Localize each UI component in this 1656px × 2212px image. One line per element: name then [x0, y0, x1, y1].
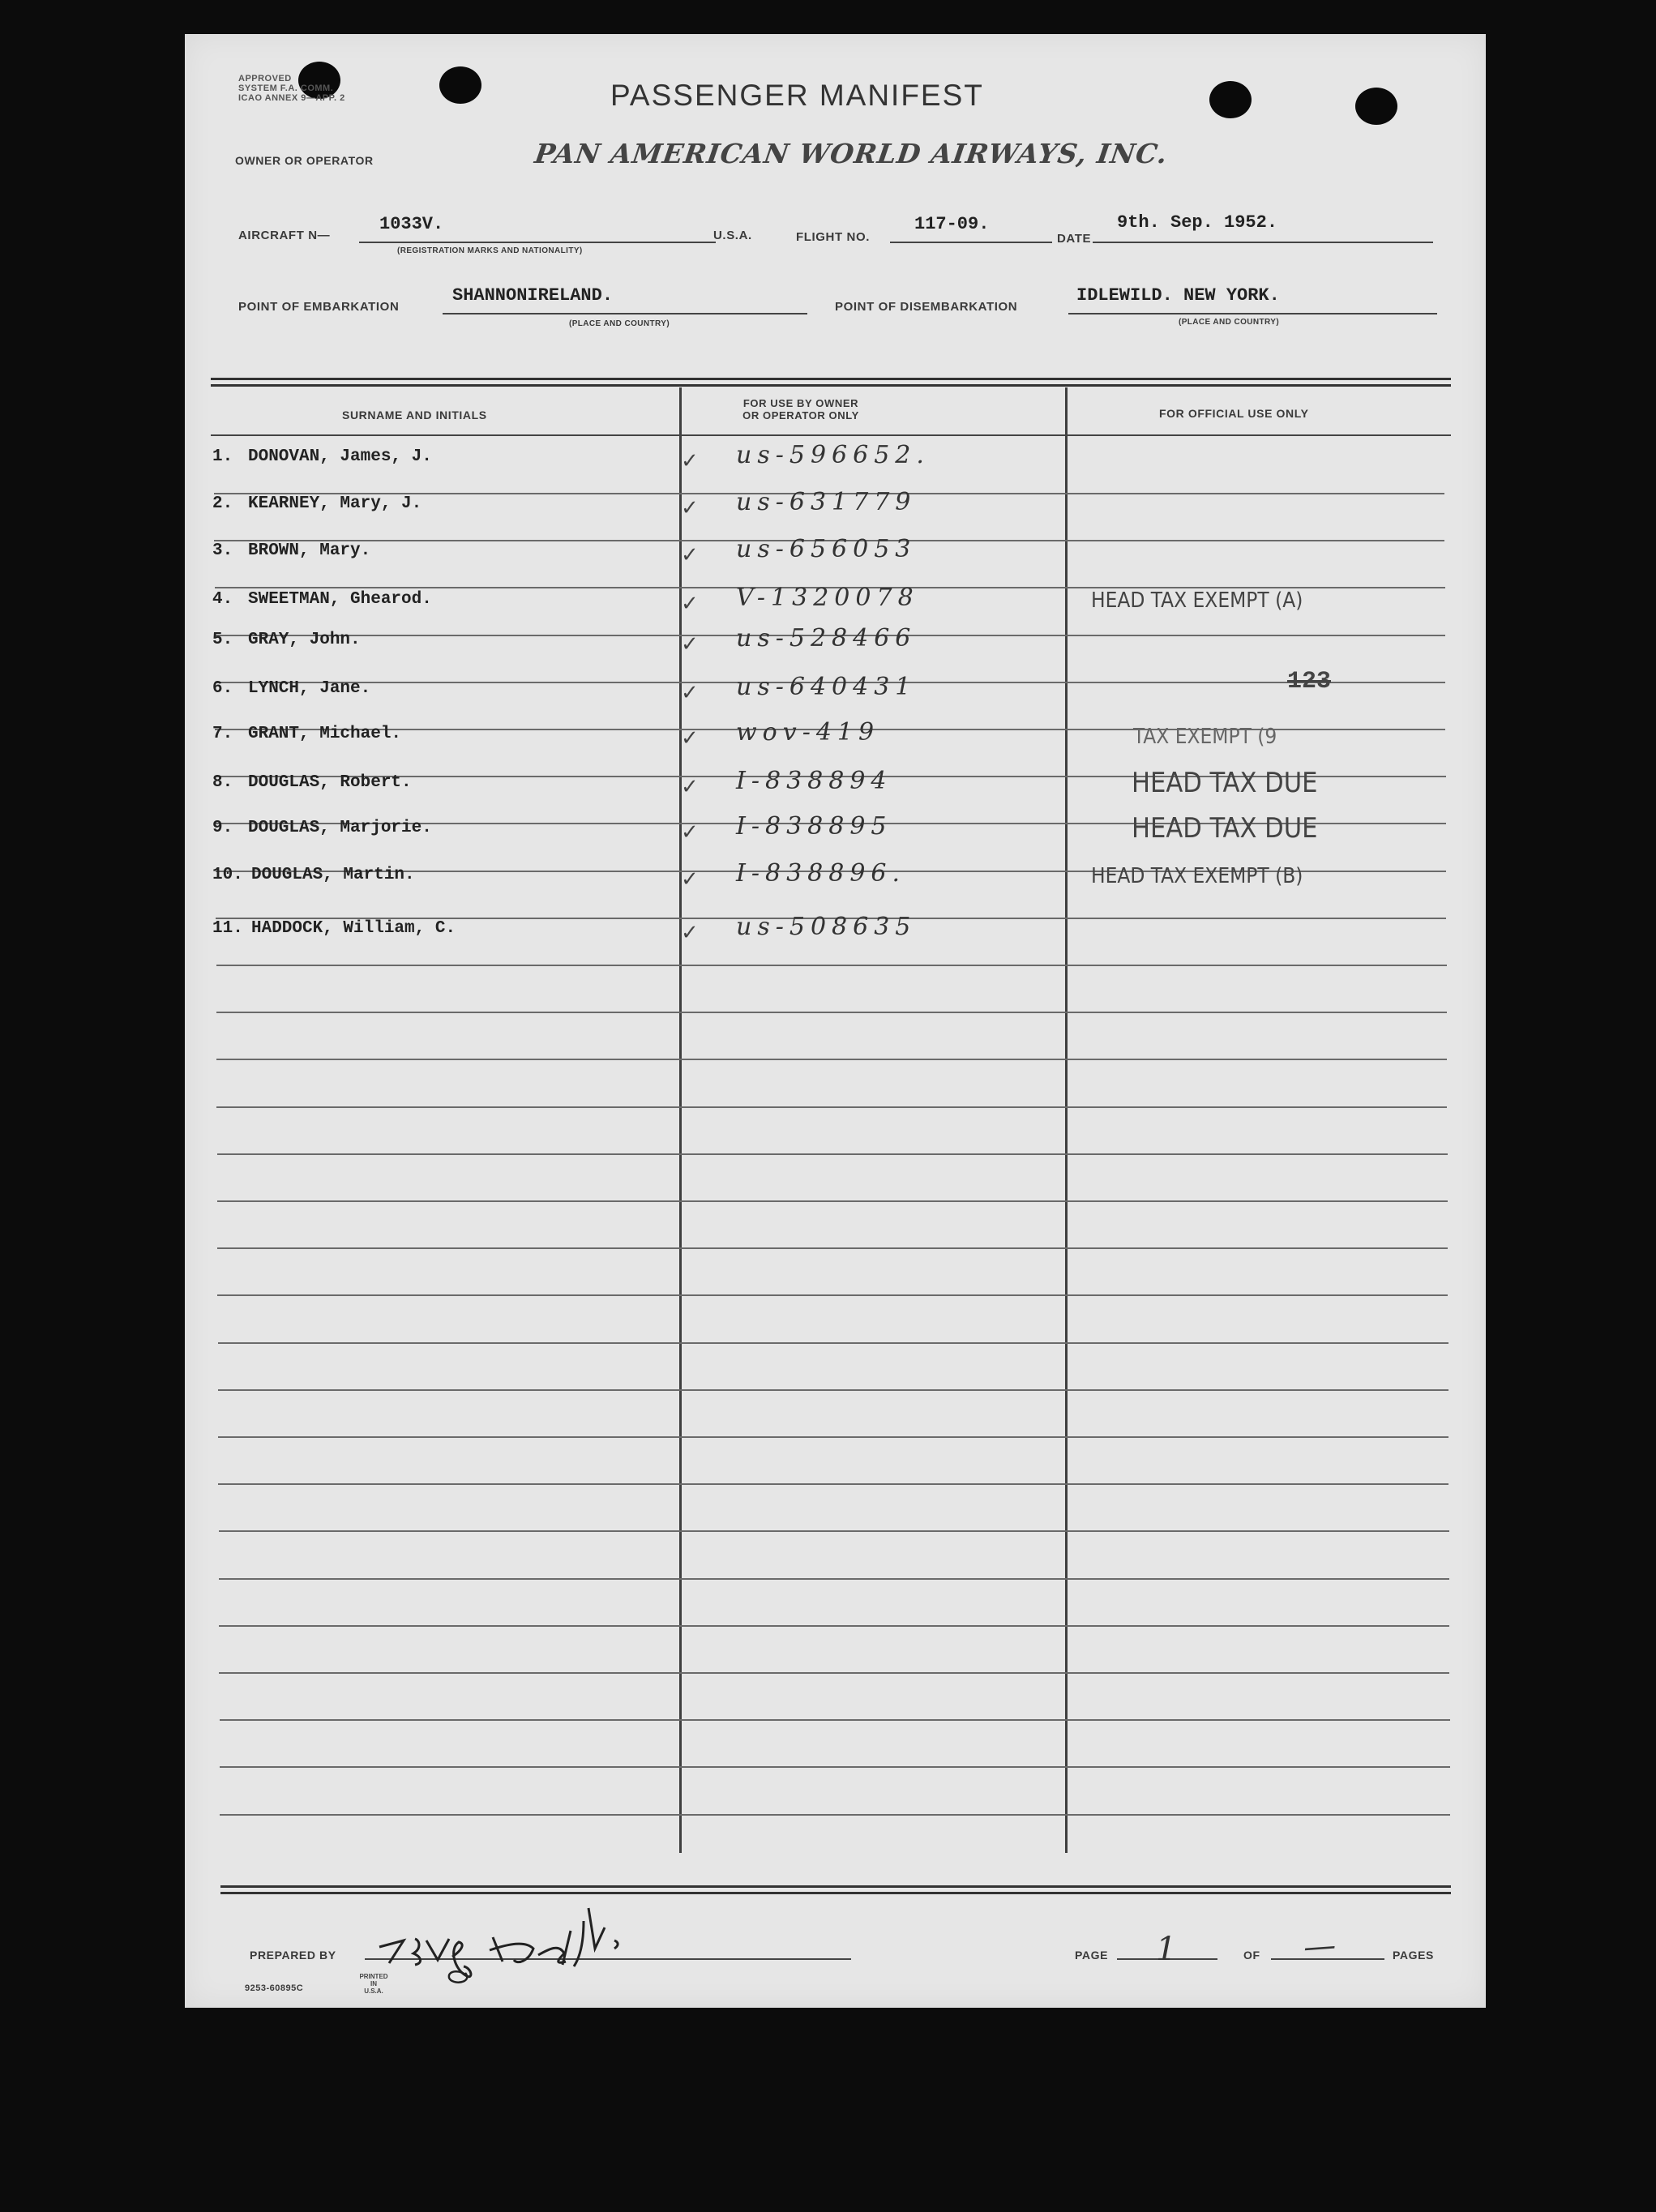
- table-row: [185, 584, 1486, 623]
- row-rule: [216, 1106, 1447, 1108]
- row-rule: [220, 1719, 1450, 1721]
- table-row: [185, 859, 1486, 898]
- row-rule: [219, 1625, 1449, 1627]
- date-label: DATE: [1057, 232, 1092, 246]
- header-rule: [211, 434, 1451, 436]
- row-rule: [220, 1814, 1450, 1816]
- passenger-number: 3.: [212, 541, 233, 560]
- flight-number: 117-09.: [914, 214, 990, 234]
- passenger-name: LYNCH, Jane.: [248, 679, 371, 698]
- check-mark-icon: ✓: [681, 867, 699, 892]
- prepared-by-label: PREPARED BY: [250, 1949, 336, 1962]
- row-rule: [217, 1153, 1448, 1155]
- punch-hole: [1355, 88, 1397, 125]
- check-mark-icon: ✓: [681, 592, 699, 616]
- page-label: PAGE: [1075, 1949, 1109, 1962]
- signature-image: [371, 1892, 679, 1989]
- passenger-number: 11.: [212, 919, 243, 938]
- row-rule: [219, 1530, 1449, 1532]
- passenger-document-number: I-838896.: [736, 859, 906, 888]
- page-number: 1: [1156, 1931, 1183, 1968]
- official-note: 123: [1287, 668, 1332, 695]
- check-mark-icon: ✓: [681, 921, 699, 945]
- passenger-document-number: V-1320078: [736, 584, 919, 612]
- passenger-number: 4.: [212, 590, 233, 609]
- official-note: HEAD TAX EXEMPT (B): [1091, 864, 1303, 888]
- row-rule: [219, 1672, 1449, 1674]
- total-pages: —: [1302, 1926, 1343, 1966]
- passenger-number: 10.: [212, 866, 243, 884]
- check-mark-icon: ✓: [681, 543, 699, 567]
- column-header-owner: [695, 397, 906, 421]
- printed-mark-line: U.S.A.: [364, 1987, 383, 1995]
- table-row: [185, 718, 1486, 757]
- disembarkation-value: IDLEWILD. NEW YORK.: [1076, 285, 1280, 306]
- aircraft-underline: [359, 242, 716, 243]
- row-rule: [218, 1342, 1448, 1344]
- column-header-owner-line: FOR USE BY OWNER: [742, 397, 859, 409]
- punch-hole: [439, 66, 481, 104]
- row-rule: [216, 965, 1447, 966]
- passenger-number: 8.: [212, 773, 233, 792]
- approval-line: ICAO ANNEX 9—APP. 2: [238, 93, 345, 103]
- disembarkation-underline: [1068, 313, 1437, 314]
- row-rule: [217, 1247, 1448, 1249]
- approval-line: APPROVED: [238, 74, 292, 83]
- table-row: [185, 767, 1486, 806]
- passenger-document-number: us-656053: [736, 535, 917, 563]
- passenger-number: 1.: [212, 447, 233, 466]
- passenger-number: 5.: [212, 631, 233, 649]
- aircraft-caption: (REGISTRATION MARKS AND NATIONALITY): [397, 246, 583, 255]
- date-value: 9th. Sep. 1952.: [1117, 212, 1278, 233]
- passenger-document-number: wov-419: [736, 718, 880, 747]
- owner-label: OWNER OR OPERATOR: [235, 154, 374, 167]
- flight-underline: [890, 242, 1052, 243]
- passenger-document-number: us-640431: [736, 673, 917, 701]
- column-header-surname: SURNAME AND INITIALS: [342, 409, 487, 421]
- disembarkation-label: POINT OF DISEMBARKATION: [835, 300, 1018, 314]
- passenger-number: 7.: [212, 725, 233, 743]
- table-row: [185, 441, 1486, 480]
- table-top-rule: [211, 384, 1451, 387]
- aircraft-label: AIRCRAFT N—: [238, 229, 331, 242]
- row-rule: [217, 1294, 1448, 1296]
- punch-hole: [1209, 81, 1252, 118]
- passenger-document-number: us-596652.: [736, 441, 930, 469]
- row-rule: [218, 1436, 1448, 1438]
- column-header-official: FOR OFFICIAL USE ONLY: [1159, 407, 1309, 420]
- printed-in-usa-mark: [352, 1973, 396, 1995]
- approval-line: SYSTEM F.A. COMM.: [238, 83, 334, 93]
- passenger-document-number: I-838895: [736, 812, 892, 841]
- passenger-document-number: us-508635: [736, 913, 917, 941]
- embarkation-underline: [443, 313, 807, 314]
- of-label: OF: [1243, 1949, 1260, 1962]
- passenger-name: GRAY, John.: [248, 631, 361, 649]
- row-rule: [220, 1766, 1450, 1768]
- row-rule: [216, 1012, 1447, 1013]
- passenger-name: DOUGLAS, Martin.: [251, 866, 415, 884]
- passenger-document-number: I-838894: [736, 767, 892, 795]
- table-row: [185, 488, 1486, 527]
- passenger-document-number: us-631779: [736, 488, 917, 516]
- table-bottom-rule: [220, 1885, 1451, 1888]
- check-mark-icon: ✓: [681, 496, 699, 520]
- embarkation-caption: (PLACE AND COUNTRY): [569, 319, 670, 328]
- embarkation-label: POINT OF EMBARKATION: [238, 300, 400, 314]
- table-row: [185, 624, 1486, 663]
- passenger-name: DOUGLAS, Robert.: [248, 773, 412, 792]
- disembarkation-caption: (PLACE AND COUNTRY): [1179, 318, 1280, 327]
- date-underline: [1093, 242, 1433, 243]
- passenger-name: HADDOCK, William, C.: [251, 919, 456, 938]
- table-row: [185, 913, 1486, 952]
- passenger-number: 2.: [212, 494, 233, 513]
- passenger-name: GRANT, Michael.: [248, 725, 402, 743]
- official-note: HEAD TAX DUE: [1132, 767, 1318, 799]
- check-mark-icon: ✓: [681, 775, 699, 799]
- official-note: TAX EXEMPT (9: [1133, 725, 1277, 749]
- passenger-name: KEARNEY, Mary, J.: [248, 494, 422, 513]
- row-rule: [218, 1389, 1448, 1391]
- check-mark-icon: ✓: [681, 726, 699, 751]
- row-rule: [218, 1483, 1448, 1485]
- official-note: HEAD TAX EXEMPT (A): [1091, 588, 1303, 613]
- owner-name: PAN AMERICAN WORLD AIRWAYS, INC.: [533, 138, 1170, 169]
- check-mark-icon: ✓: [681, 820, 699, 845]
- table-row: [185, 535, 1486, 574]
- table-row: [185, 812, 1486, 851]
- check-mark-icon: ✓: [681, 632, 699, 657]
- passenger-document-number: us-528466: [736, 624, 917, 652]
- passenger-name: DOUGLAS, Marjorie.: [248, 819, 432, 837]
- row-rule: [216, 1059, 1447, 1060]
- flight-label: FLIGHT NO.: [796, 230, 870, 244]
- check-mark-icon: ✓: [681, 681, 699, 705]
- pages-label: PAGES: [1393, 1949, 1434, 1962]
- official-note: HEAD TAX DUE: [1132, 812, 1318, 845]
- printed-mark-line: PRINTED: [359, 1973, 388, 1980]
- row-rule: [219, 1578, 1449, 1580]
- printed-mark-line: IN: [370, 1980, 377, 1987]
- passenger-name: SWEETMAN, Ghearod.: [248, 590, 432, 609]
- check-mark-icon: ✓: [681, 449, 699, 473]
- passenger-number: 9.: [212, 819, 233, 837]
- page-title: PASSENGER MANIFEST: [610, 79, 984, 112]
- column-header-owner-line: OR OPERATOR ONLY: [742, 409, 859, 421]
- embarkation-value: SHANNONIRELAND.: [452, 285, 614, 306]
- aircraft-registration: 1033V.: [379, 214, 444, 234]
- row-rule: [217, 1200, 1448, 1202]
- passenger-name: DONOVAN, James, J.: [248, 447, 432, 466]
- manifest-sheet: [185, 34, 1486, 2008]
- usa-label: U.S.A.: [713, 229, 752, 242]
- passenger-name: BROWN, Mary.: [248, 541, 371, 560]
- table-top-rule: [211, 378, 1451, 380]
- table-row: [185, 668, 1486, 712]
- form-number: 9253-60895C: [245, 1983, 304, 1993]
- passenger-number: 6.: [212, 679, 233, 698]
